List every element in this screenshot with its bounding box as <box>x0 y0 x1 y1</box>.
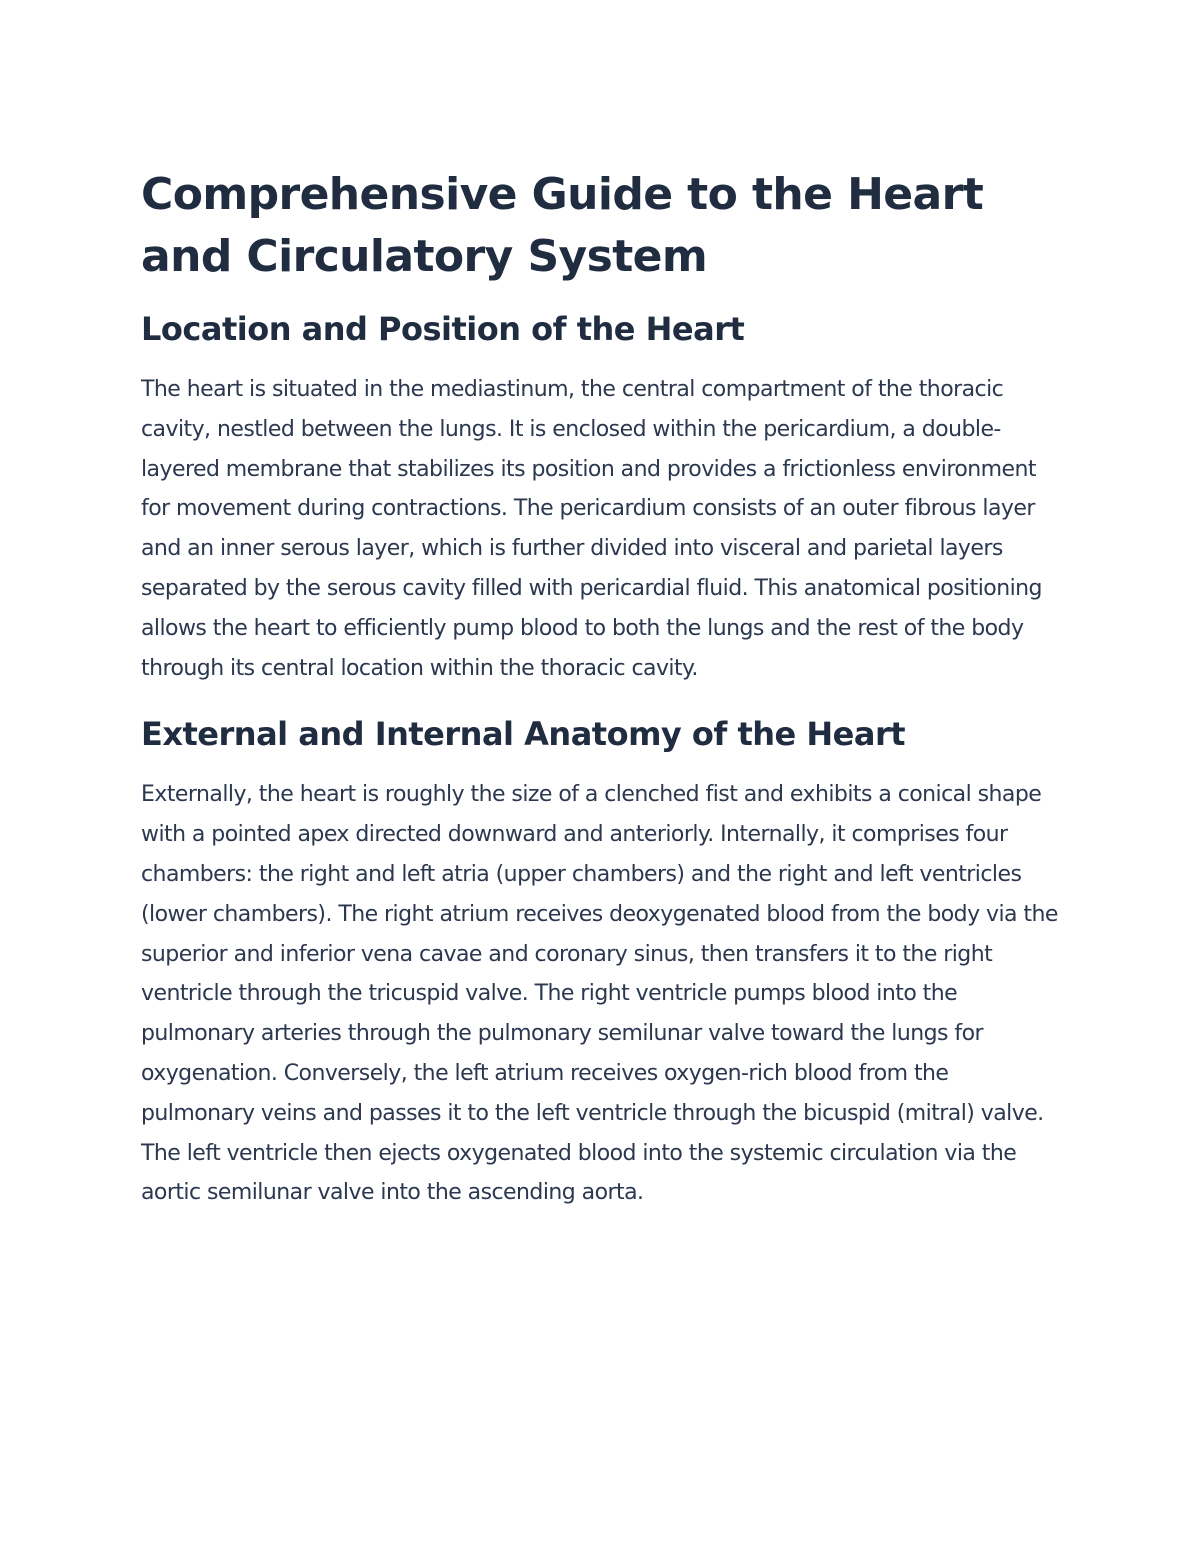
document-title: Comprehensive Guide to the Heart and Circulatory System <box>141 169 984 282</box>
section-heading: External and Internal Anatomy of the Heart <box>141 715 906 754</box>
section-location <box>141 307 1061 688</box>
section-paragraph: Externally, the heart is roughly the size of a clenched fist and exhibits a conical shape with a pointed apex directed downward and anteriorly. Internally, it comprises four chambers: the right and left atria (upper chambers) and the right and left ventricles (lower chambers). The right atrium receives deoxygenated blood from the body via the superior and inferior vena cavae and coronary sinus, then transfers it to the right ventricle through the tricuspid valve. The right ventricle pumps blood into the pulmonary arteries through the pulmonary semilunar valve toward the lungs for oxygenation. Conversely, the left atrium receives oxygen-rich blood from the pulmonary veins and passes it to the left ventricle through the bicuspid (mitral) valve. The left ventricle then ejects oxygenated blood into the systemic circulation via the aortic semilunar valve into the ascending aorta. <box>141 782 1058 1206</box>
section-paragraph: The heart is situated in the mediastinum, the central compartment of the thoracic cavity, nestled between the lungs. It is enclosed within the pericardium, a double-layered membrane that stabilizes its position and provides a frictionless environment for movement during contractions. The pericardium consists of an outer fibrous layer and an inner serous layer, which is further divided into visceral and parietal layers separated by the serous cavity filled with pericardial fluid. This anatomical positioning allows the heart to efficiently pump blood to both the lungs and the rest of the body through its central location within the thoracic cavity. <box>141 377 1042 681</box>
section-anatomy <box>141 712 1061 1213</box>
section-heading: Location and Position of the Heart <box>141 310 745 348</box>
document-page <box>141 164 1061 1213</box>
